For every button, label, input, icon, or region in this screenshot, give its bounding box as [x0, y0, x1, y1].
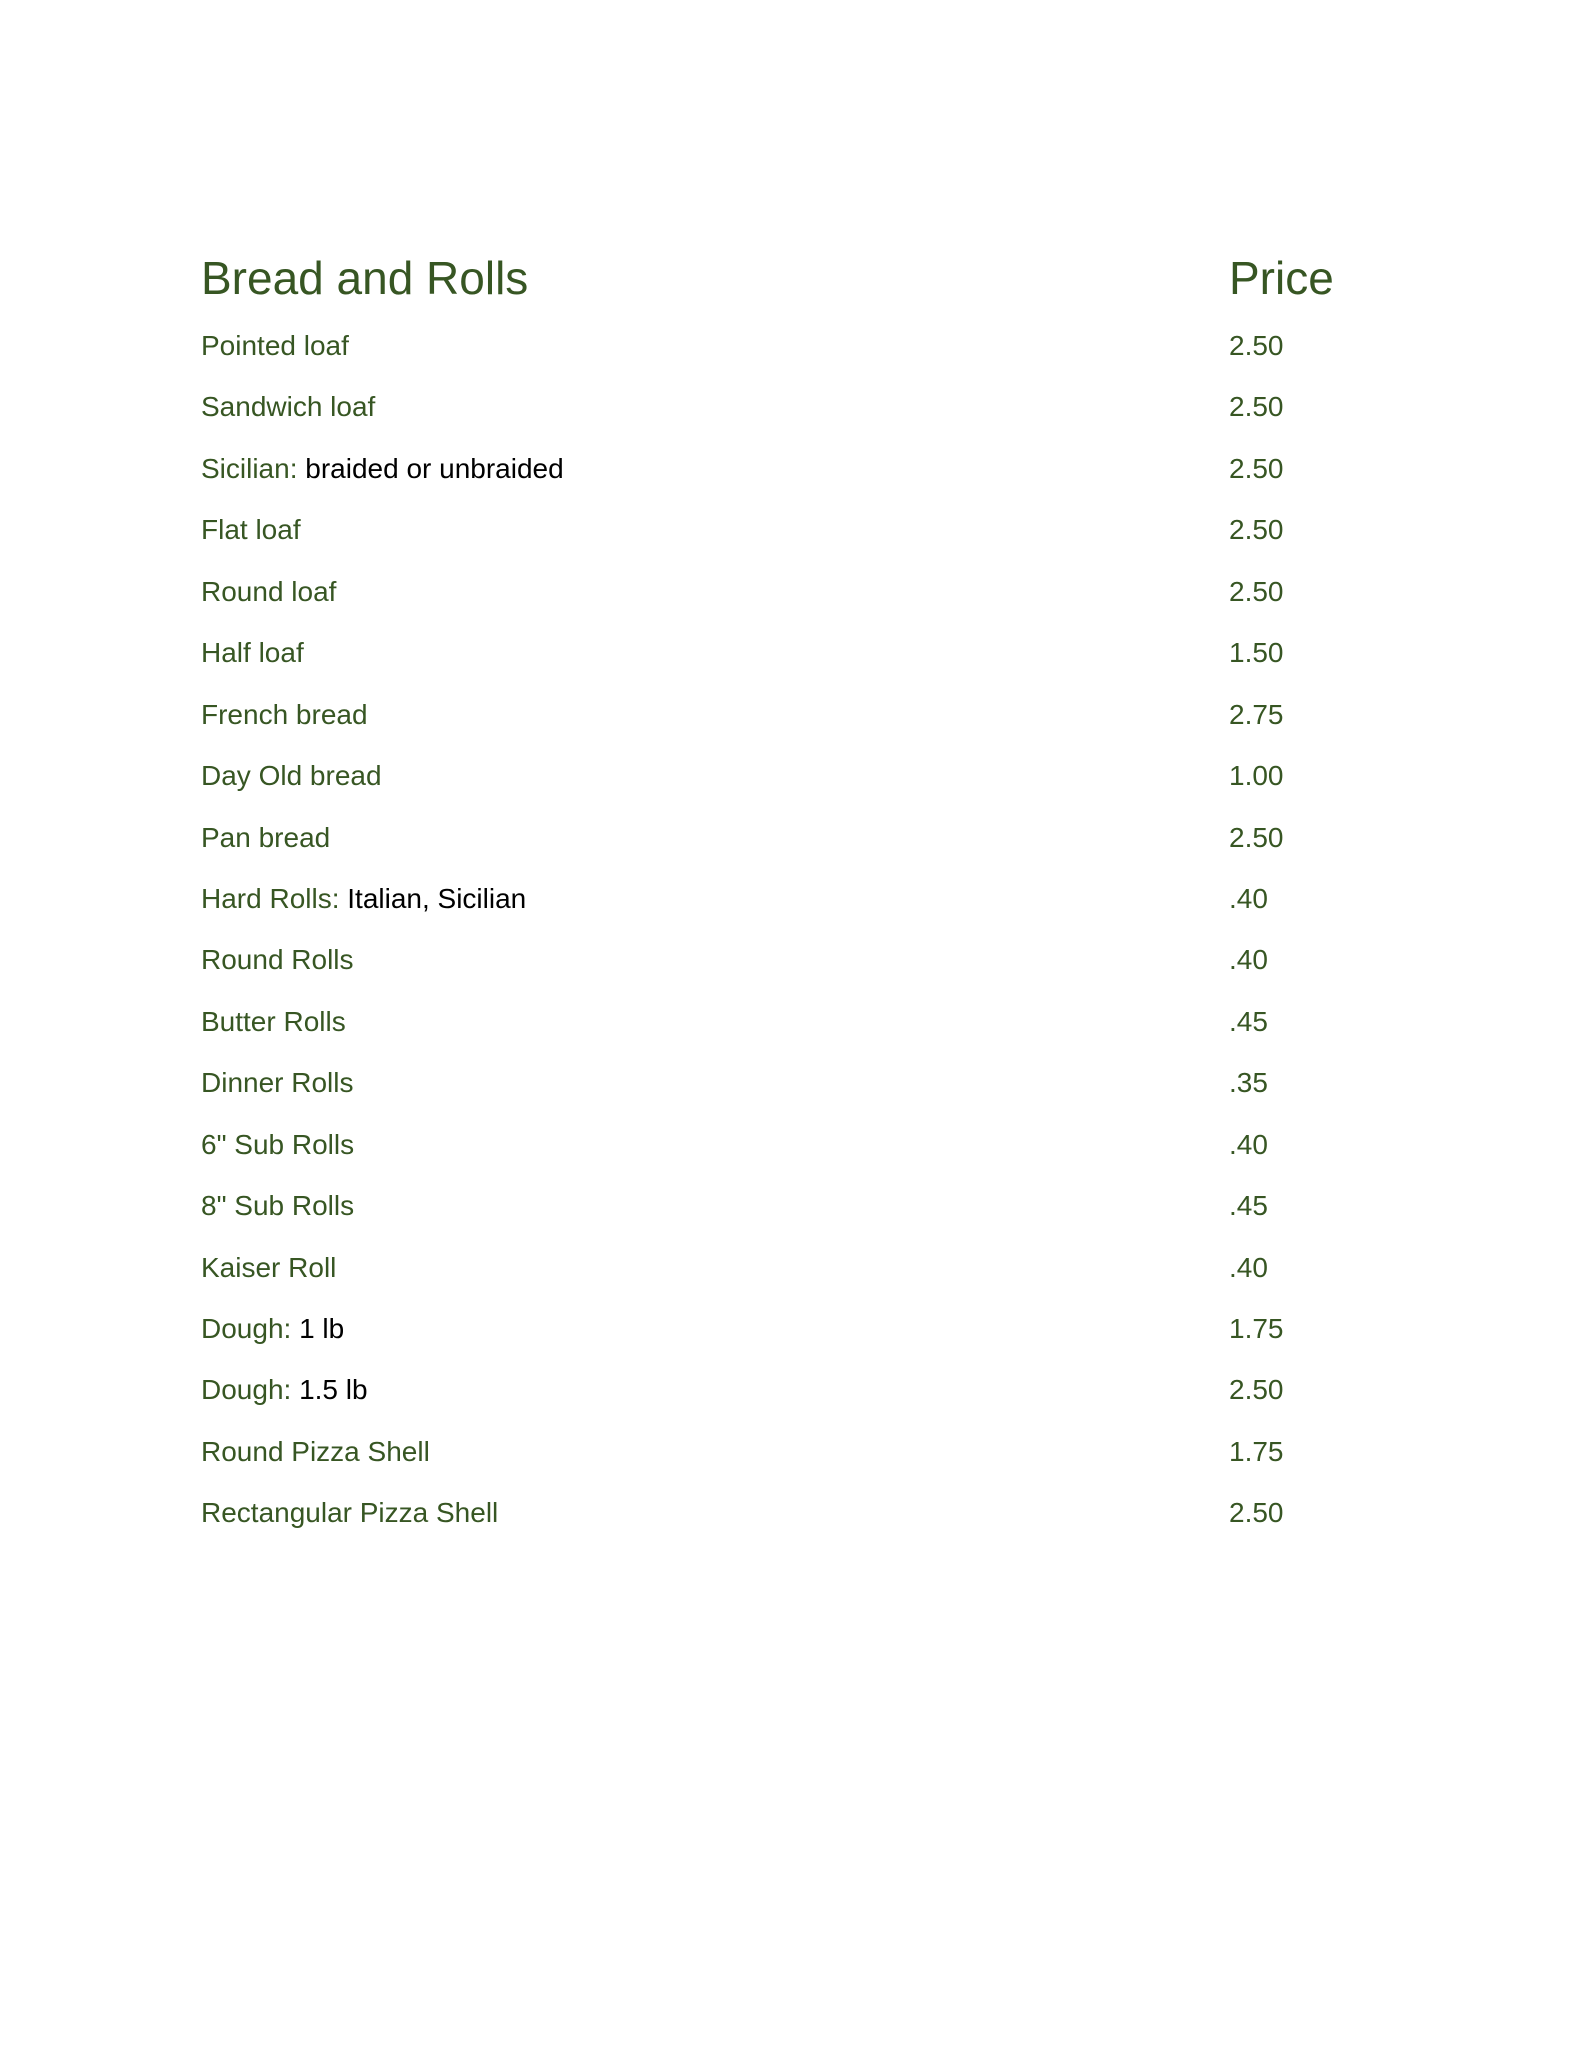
item-price: 2.50 [1229, 1497, 1284, 1529]
item-name [201, 807, 330, 868]
item-name [201, 745, 382, 806]
list-item [201, 1482, 1361, 1543]
item-price: 2.50 [1229, 514, 1284, 546]
item-price: .35 [1229, 1067, 1268, 1099]
list-item [201, 376, 1361, 437]
item-name [201, 929, 354, 990]
item-price: 2.50 [1229, 821, 1284, 853]
item-name [201, 991, 346, 1052]
list-item [201, 315, 1361, 376]
item-detail: 1 lb [291, 1313, 345, 1344]
item-name-label: 8" Sub Rolls [201, 1190, 355, 1222]
item-price: .45 [1229, 1005, 1268, 1037]
item-name [201, 1298, 344, 1359]
item-price: .45 [1229, 1190, 1268, 1222]
price-column-heading: Price [1229, 252, 1334, 304]
item-price: .40 [1229, 1128, 1268, 1160]
list-item [201, 1052, 1361, 1113]
item-name-label: Kaiser Roll [201, 1251, 337, 1283]
item-name-label: Butter Rolls [201, 1005, 346, 1037]
item-name [201, 499, 301, 560]
list-item [201, 745, 1361, 806]
item-price: 2.75 [1229, 698, 1284, 730]
list-item [201, 622, 1361, 683]
item-name-label: Round Pizza Shell [201, 1435, 430, 1467]
item-name [201, 438, 564, 499]
item-price: .40 [1229, 944, 1268, 976]
list-item [201, 684, 1361, 745]
item-name-label: Half loaf [201, 637, 304, 669]
item-name [201, 684, 368, 745]
item-name [201, 1237, 336, 1298]
item-price: 2.50 [1229, 391, 1284, 423]
list-item [201, 1114, 1361, 1175]
item-name-label: Pointed loaf [201, 330, 349, 361]
item-price: .40 [1229, 882, 1268, 914]
item-price: .40 [1229, 1251, 1268, 1283]
list-item [201, 868, 1361, 929]
item-name [201, 1052, 354, 1113]
item-price: 1.75 [1229, 1435, 1284, 1467]
item-name [201, 868, 526, 929]
section-title: Bread and Rolls [201, 252, 529, 304]
list-item [201, 991, 1361, 1052]
item-name [201, 561, 336, 622]
item-list [201, 315, 1361, 1544]
item-name-label: Sandwich loaf [201, 391, 376, 423]
list-item [201, 929, 1361, 990]
item-name [201, 1482, 498, 1543]
price-list [201, 245, 1361, 1544]
list-item [201, 1421, 1361, 1482]
item-name-label: Day Old bread [201, 760, 382, 792]
item-name-label: Dinner Rolls [201, 1067, 354, 1099]
item-price: 1.00 [1229, 760, 1284, 792]
item-name [201, 622, 304, 683]
item-name-label: Dough: [201, 1313, 292, 1344]
item-detail: braided or unbraided [297, 452, 564, 484]
item-name-label: Pan bread [201, 821, 331, 853]
item-price: 2.50 [1229, 575, 1284, 607]
list-item [201, 1359, 1361, 1420]
list-item [201, 438, 1361, 499]
item-name [201, 315, 349, 376]
item-price: 1.50 [1229, 637, 1284, 669]
item-name-label: Rectangular Pizza Shell [201, 1497, 499, 1529]
item-name-label: Round loaf [201, 575, 337, 607]
item-name-label: Sicilian: [201, 452, 298, 484]
item-name-label: Hard Rolls: [201, 882, 340, 914]
list-item [201, 807, 1361, 868]
item-name-label: Dough: [201, 1374, 292, 1406]
list-item [201, 1237, 1361, 1298]
item-price: 2.50 [1229, 452, 1284, 484]
item-name [201, 1175, 354, 1236]
item-price: 1.75 [1229, 1313, 1284, 1344]
item-name [201, 376, 375, 437]
list-item [201, 561, 1361, 622]
item-price: 2.50 [1229, 1374, 1284, 1406]
item-name-label: 6" Sub Rolls [201, 1128, 355, 1160]
item-name-label: Round Rolls [201, 944, 354, 976]
item-name-label: French bread [201, 698, 368, 730]
list-item [201, 1175, 1361, 1236]
list-item [201, 499, 1361, 560]
item-price: 2.50 [1229, 330, 1284, 361]
item-detail: 1.5 lb [291, 1374, 368, 1406]
item-name [201, 1114, 354, 1175]
item-name [201, 1421, 430, 1482]
item-detail: Italian, Sicilian [339, 882, 527, 914]
list-item [201, 1298, 1361, 1359]
price-list-header [201, 245, 1361, 311]
item-name-label: Flat loaf [201, 514, 301, 546]
item-name [201, 1359, 368, 1420]
